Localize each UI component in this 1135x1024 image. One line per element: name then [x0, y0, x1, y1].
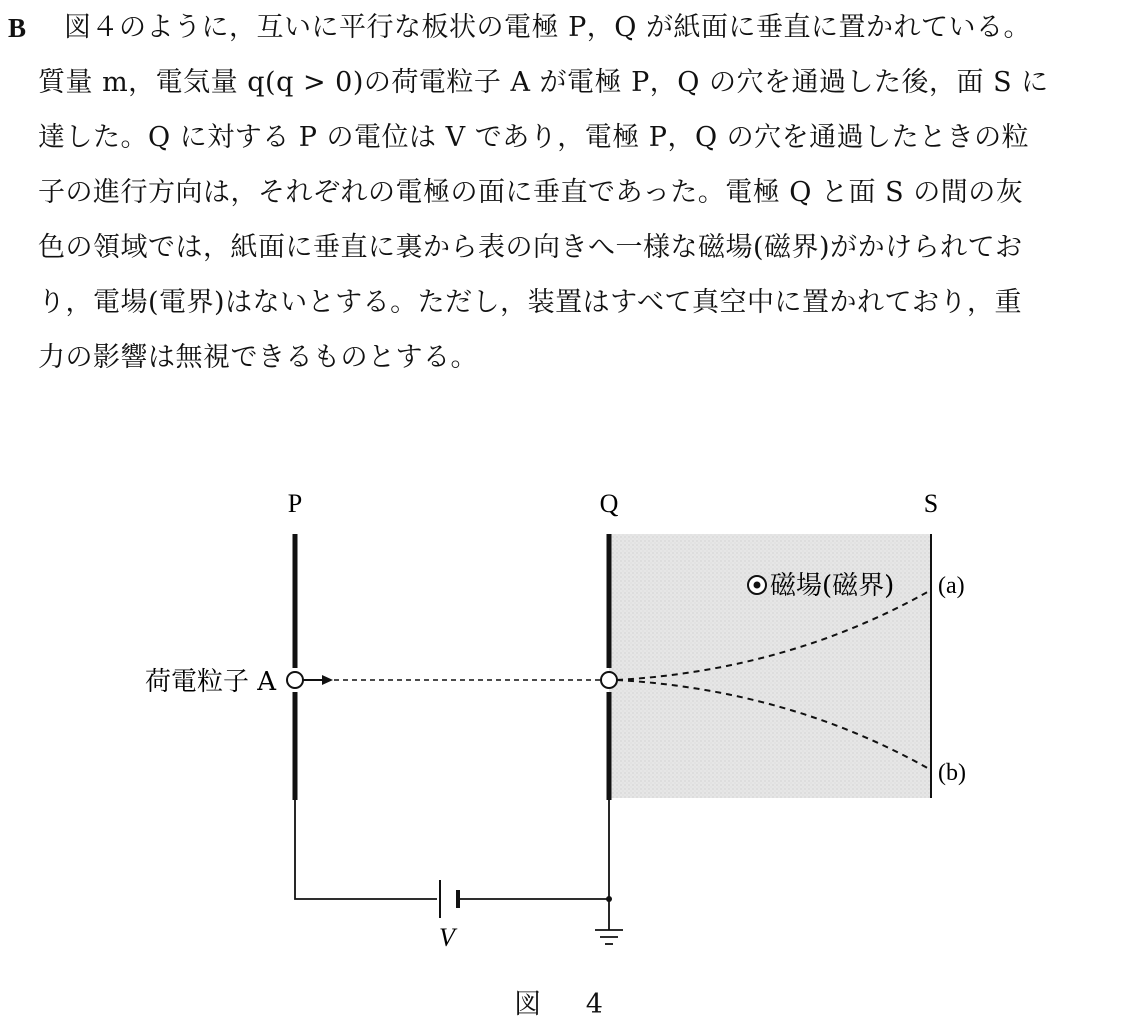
- hole-q-circle: [601, 672, 617, 688]
- circuit-wire-right: [460, 800, 609, 899]
- particle-a-circle: [287, 672, 303, 688]
- particle-label: 荷電粒子 A: [144, 667, 276, 697]
- circuit-wire-left: [295, 800, 437, 899]
- ground-icon: [595, 899, 623, 944]
- part-label: B: [8, 13, 27, 43]
- label-surface-s: S: [923, 489, 939, 518]
- path-a-label: (a): [938, 573, 965, 599]
- label-plate-p: P: [287, 489, 303, 518]
- out-of-page-dot-icon: [748, 576, 766, 594]
- field-label: 磁場(磁界): [770, 571, 895, 601]
- text-line-4: 子の進行方向は，それぞれの電極の面に垂直であった。電極 Q と面 S の間の灰: [38, 177, 1024, 208]
- text-line-2: 質量 m，電気量 q(q > 0)の荷電粒子 A が電極 P，Q の穴を通過した後，面 S に: [38, 67, 1049, 98]
- velocity-arrowhead: [322, 675, 333, 685]
- figure-caption: 図 4: [514, 989, 621, 1020]
- figure-4-diagram: [0, 470, 1135, 970]
- path-b-label: (b): [938, 760, 966, 786]
- text-line-1: 図４のように，互いに平行な板状の電極 P，Q が紙面に垂直に置かれている。: [64, 12, 1031, 43]
- text-line-6: り，電場(電界)はないとする。ただし，装置はすべて真空中に置かれており，重: [38, 287, 1023, 318]
- voltage-label: V: [439, 923, 455, 952]
- text-line-7: 力の影響は無視できるものとする。: [38, 342, 478, 373]
- label-plate-q: Q: [599, 489, 619, 518]
- text-line-5: 色の領域では，紙面に垂直に裏から表の向きへ一様な磁場(磁界)がかけられてお: [38, 232, 1023, 263]
- text-line-3: 達した。Q に対する P の電位は V であり，電極 P，Q の穴を通過したときの粒: [38, 122, 1030, 153]
